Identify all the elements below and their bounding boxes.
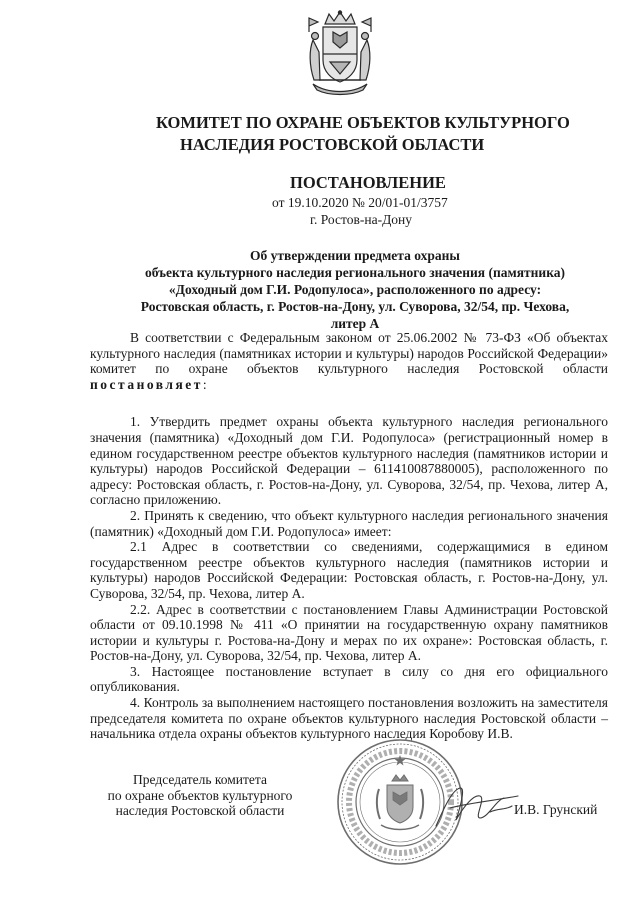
subject-line1: Об утверждении предмета охраны <box>250 248 460 263</box>
preamble-verb: постановляет <box>90 376 203 392</box>
document-body <box>90 330 608 742</box>
signatory-name: И.В. Грунский <box>514 802 598 817</box>
signatory-position-line3: наследия Ростовской области <box>115 803 285 819</box>
document-type: ПОСТАНОВЛЕНИЕ <box>290 173 446 192</box>
handwritten-signature-icon <box>430 778 525 838</box>
signatory-position <box>90 772 310 819</box>
paragraph-2-2: 2.2. Адрес в соответствии с постановлением Главы Администрации Ростовской области от 09.10.1998 № 411 «О принятии на государственную охрану памятников истории и культуры г. Ростова-на-Дону и мерах по их охране»: Ростовская область, г. Ростов-на-Дону, ул. Суворова, 32/54, пр. Чехова, литер А. <box>90 601 608 664</box>
subject-line5: литер А <box>330 316 380 331</box>
preamble-paragraph <box>90 330 608 392</box>
organization-name-line2: НАСЛЕДИЯ РОСТОВСКОЙ ОБЛАСТИ <box>180 135 485 154</box>
subject-line2: объекта культурного наследия регионального значения (памятника) <box>144 265 566 280</box>
paragraph-2-1: 2.1 Адрес в соответствии со сведениями, содержащимися в едином государственном реестре объектов культурного наследия (памятников истории и культуры) народов Российской Федерации: Ростовская область, г. Ростов-на-Дону, ул. Суворова, 32/54, пр. Чехова, литер А. <box>90 539 608 601</box>
document-subject <box>95 247 615 332</box>
signatory-position-line2: по охране объектов культурного <box>107 787 293 803</box>
signatory-position-line1: Председатель комитета <box>133 772 267 787</box>
preamble-text: В соответствии с Федеральным законом от 25.06.2002 № 73-ФЗ «Об объектах культурного наследия (памятниках истории и культуры) народов Российской Федерации» комитет по охране объектов культурного наследия Ростовской области <box>90 330 608 377</box>
subject-line3: «Доходный дом Г.И. Родопулоса», расположенного по адресу: <box>168 282 542 297</box>
organization-name-line1: КОМИТЕТ ПО ОХРАНЕ ОБЪЕКТОВ КУЛЬТУРНОГО <box>156 113 570 132</box>
document-city: г. Ростов-на-Дону <box>310 212 413 227</box>
preamble-end: : <box>202 376 207 392</box>
coat-of-arms-icon <box>303 10 377 96</box>
paragraph-1: 1. Утвердить предмет охраны объекта культурного наследия регионального значения (памятника) «Доходный дом Г.И. Родопулоса» (регистрационный номер в едином государственном реестре объектов культурного наследия (памятников истории и культуры) народов Российской Федерации – 611410087880005), расположенного по адресу: Ростовская область, г. Ростов-на-Дону, ул. Суворова, 32/54, пр. Чехова, литер А, согласно приложению. <box>90 414 608 508</box>
document-date-number: от 19.10.2020 № 20/01-01/3757 <box>272 195 448 210</box>
subject-line4: Ростовская область, г. Ростов-на-Дону, ул. Суворова, 32/54, пр. Чехова, <box>140 299 570 314</box>
paragraph-2: 2. Принять к сведению, что объект культурного наследия регионального значения (памятник) «Доходный дом Г.И. Родопулоса» имеет: <box>90 507 608 539</box>
paragraph-4: 4. Контроль за выполнением настоящего постановления возложить на заместителя председателя комитета по охране объектов культурного наследия Ростовской области – начальника отдела охраны объектов культурного наследия Коробову И.В. <box>90 695 608 742</box>
paragraph-3: 3. Настоящее постановление вступает в силу со дня его официального опубликования. <box>90 663 608 695</box>
